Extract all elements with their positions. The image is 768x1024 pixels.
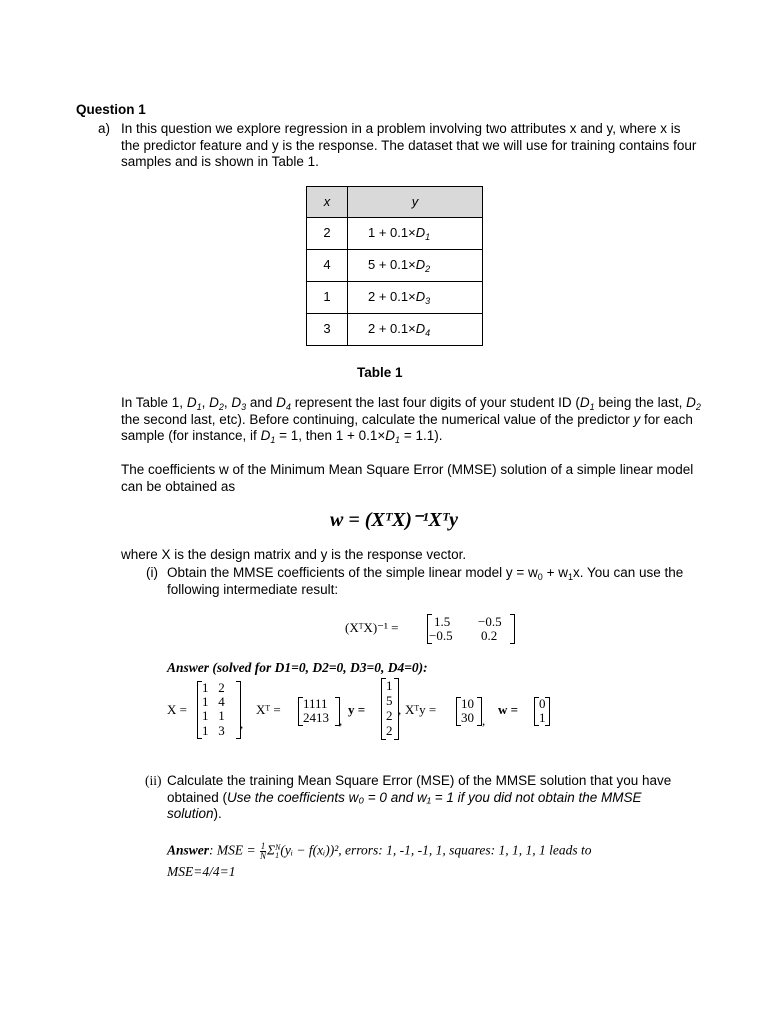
table-row [307,218,483,250]
main-formula: w = (XᵀX)⁻¹Xᵀy [330,509,458,531]
coeff-text: The coefficients w of the Minimum Mean Square Error (MMSE) solution of a simple linear model can be obtained as [121,462,694,494]
xt-matrix [298,697,340,726]
matrix-cell: −0.5 [429,628,453,643]
w-vector [534,697,550,726]
matrix-cell: 0.2 [481,628,498,643]
table-cell-x: 4 [307,250,348,282]
x-matrix [197,681,241,739]
table-cell-y: $5 + 0.1\times D_2$ [348,250,483,282]
answer2-line2: MSE=4/4=1 [167,864,236,879]
table-cell-x: 3 [307,314,348,346]
matrix-row: 2 [386,708,393,723]
part-a-label: a) [98,121,111,136]
matrix-row: 1 2 [202,680,225,695]
where-text: where X is the design matrix and y is the response vector. [121,547,467,562]
y-label: y = [348,702,366,717]
xty-label: Xᵀy = [405,702,437,717]
matrix-row: 1 1 [202,708,225,723]
xty-vector [456,697,482,726]
matrix-row: 0 [539,696,546,711]
part-ii-label: (ii) [145,773,162,788]
xt-label: Xᵀ = [256,702,281,717]
matrix-row: 1111 [303,696,328,711]
part-ii-text: Calculate the training Mean Square Error (MSE) of the MMSE solution that you have obtained (Use the coefficients w₀ = 0 and w₁ = 1 if you did not obtain the MMSE solution). [167,773,672,821]
matrix-row: 1 3 [202,723,225,738]
answer2-line1: Answer: MSE = $\frac{1}{N}$ Σ N 1 (yᵢ − f(xᵢ))², errors: 1, -1, -1, 1, squares: 1, 1, 1, 1 leads to [167,841,592,861]
part-a-intro: In this question we explore regression in a problem involving two attributes x and y, where x is the predictor feature and y is the response. The dataset that we will use for training contains four samples and is shown in Table 1. [121,121,697,169]
w-label: w = [498,702,519,717]
matrix-row: 30 [461,710,474,725]
answer1-label: Answer (solved for D1=0, D2=0, D3=0, D4=0): [167,660,428,675]
question-title: Question 1 [76,102,146,117]
table-cell-x: 1 [307,282,348,314]
matrix-row: 5 [386,693,393,708]
matrix-cell: 1.5 [434,614,451,629]
matrix-row: 2413 [303,710,329,725]
matrix-row: 1 [539,710,546,725]
table-row [307,314,483,346]
matrix-row: 10 [461,696,474,711]
part-i-text: Obtain the MMSE coefficients of the simple linear model $y = w_0 + w_1x$. You can use the following intermediate result: [167,565,684,597]
part-i-label: (i) [146,565,158,580]
inverse-lhs: (XᵀX)⁻¹ = [345,620,399,635]
table-row [307,282,483,314]
table-caption: Table 1 [357,365,403,380]
explain-paragraph: In Table 1, $D_1$, $D_2$, $D_3$ and $D_4$ represent the last four digits of your student ID ($D_1$ being the last, $D_2$ the second last, etc). Before continuing, calculate the numerical value of the predictor y for each sample (for instance, if $D_1 = 1$, then $1 + 0.1\times D_1 = 1.1$). [121,395,701,445]
inverse-matrix [427,614,515,644]
table-cell-y: $2 + 0.1\times D_4$ [348,314,483,346]
data-table [306,186,483,346]
matrix-cell: −0.5 [478,614,502,629]
matrix-row: 2 [386,723,393,738]
table-row [307,250,483,282]
table-header-x: x [307,187,348,218]
table-header-y: y [348,187,483,218]
table-cell-x: 2 [307,218,348,250]
table-cell-y: $1 + 0.1\times D_1$ [348,218,483,250]
y-vector [381,678,399,740]
table-cell-y: $2 + 0.1\times D_3$ [348,282,483,314]
matrix-row: 1 [386,678,393,693]
matrix-row: 1 4 [202,694,225,709]
x-label: X = [167,702,187,717]
